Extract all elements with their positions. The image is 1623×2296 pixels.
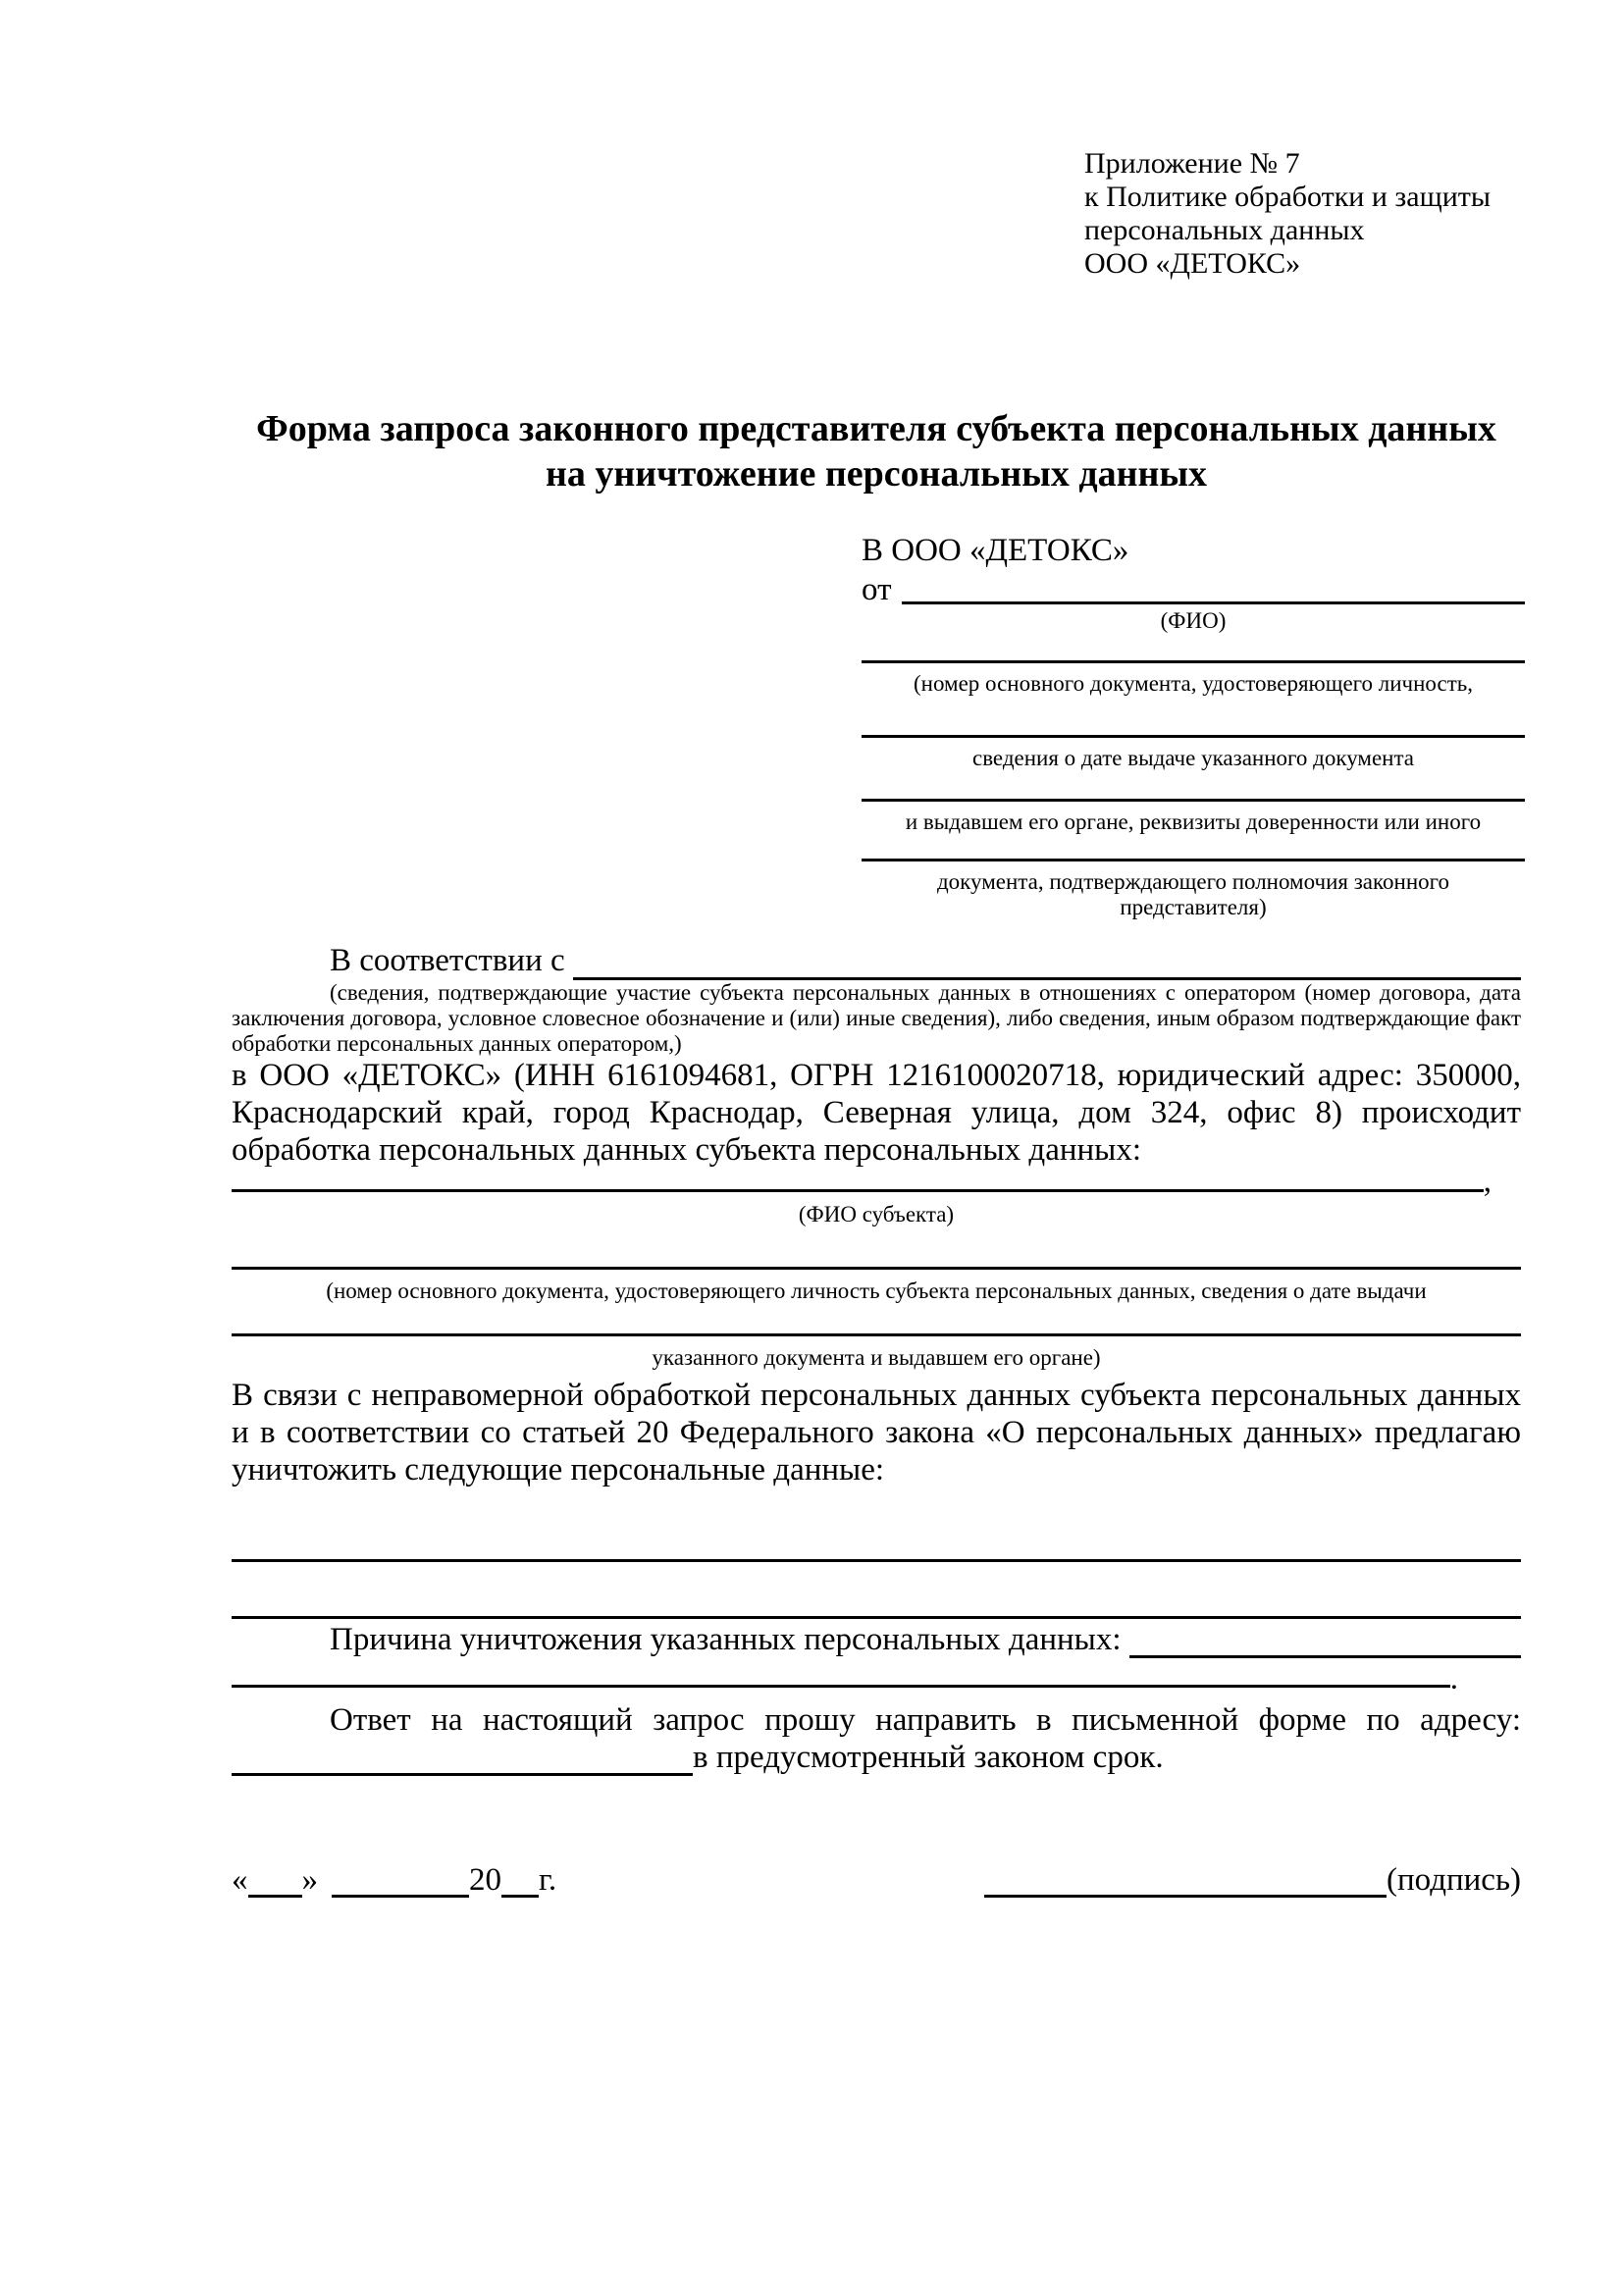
appendix-note-line: Приложение № 7 [1084,147,1300,180]
field-caption: (номер основного документа, удостоверяющего личность, [913,671,1473,696]
field-caption: (номер основного документа, удостоверяющего личность субъекта персональных данных, сведения о дате выдачи [326,1278,1427,1303]
subject-line-comma: , [1483,1164,1492,1199]
fio-caption: (ФИО) [1160,608,1227,633]
operator-paragraph: в ООО «ДЕТОКС» (ИНН 6161094681, ОГРН 1216100020718, юридический адрес: 350000, Краснодарский край, город Краснодар, Северная улица, дом 324, офис 8) происходит обработка персональных данных субъекта персональных данных: [232,1058,1521,1168]
subject-fio-caption: (ФИО субъекта) [798,1202,955,1226]
from-label: от [862,572,892,607]
representative-doc-field [862,799,1525,835]
page-title [232,406,1521,496]
accordance-note: (сведения, подтверждающие участие субъекта персональных данных в отношениях с оператором (номер договора, дата заключения договора, условное словесное обозначение и (или) иные сведения), либо сведения, иным образом подтверждающие факт обработки персональных данных оператором,) [232,980,1521,1056]
signature-blank-line [984,1872,1387,1898]
reason-period: . [1449,1661,1458,1696]
from-blank-line [902,579,1526,604]
field-caption: указанного документа и выдавшем его органе) [652,1345,1101,1370]
data-blank-line [232,1616,1521,1619]
address-blank-line [232,1750,693,1776]
document-body [232,937,1521,1898]
accordance-lead: В соответствии с [330,943,565,978]
representative-doc-field [862,735,1525,771]
subject-doc-field [232,1267,1521,1304]
reason-blank-line [1129,1633,1521,1658]
year-suffix: г. [539,1862,557,1898]
representative-doc-field [862,660,1525,697]
subject-fio-blank-line [232,1167,1484,1192]
year-blank-line [501,1872,539,1898]
field-caption: документа, подтверждающего полномочия законного представителя) [936,869,1449,919]
response-address-field [232,1739,1521,1776]
representative-doc-field [862,859,1525,920]
subject-fio-field [232,1164,1492,1199]
reason-field [232,1621,1521,1658]
appendix-note-line: персональных данных [1084,214,1365,246]
field-caption: сведения о дате выдаче указанного документа [971,746,1415,770]
data-blank-line [232,1559,1521,1562]
day-blank-line [248,1872,302,1898]
accordance-field [232,937,1521,980]
accordance-blank-line [573,955,1521,980]
date-field [232,1862,556,1898]
reason-blank-line2 [232,1662,1450,1688]
reason-lead: Причина уничтожения указанных персональных данных: [330,1622,1122,1657]
signature-field [984,1862,1521,1898]
quote-close: » [301,1862,318,1898]
appendix-note [1084,147,1491,281]
request-paragraph: В связи с неправомерной обработкой персональных данных субъекта персональных данных и в соответствии со статьей 20 Федерального закона «О персональных данных» предлагаю уничтожить следующие персональные данные: [232,1378,1521,1487]
addressee-to: В ООО «ДЕТОКС» [862,533,1129,568]
response-tail: в предусмотренный законом срок. [693,1740,1164,1775]
addressee-block [862,530,1525,920]
response-paragraph: Ответ на настоящий запрос прошу направить в письменной форме по адресу: [330,1702,1521,1738]
subject-doc-field [232,1333,1521,1371]
year-prefix: 20 [469,1862,501,1898]
quote-open: « [232,1862,248,1898]
page-title-line2: на уничтожение персональных данных [545,453,1208,495]
appendix-note-line: к Политике обработки и защиты [1084,181,1492,213]
month-blank-line [332,1872,469,1898]
appendix-note-line: ООО «ДЕТОКС» [1084,247,1301,280]
signature-caption: (подпись) [1387,1862,1521,1898]
page-title-line1: Форма запроса законного представителя субъекта персональных данных [256,408,1496,449]
from-field [862,572,1525,607]
field-caption: и выдавшем его органе, реквизиты доверенности или иного [905,809,1482,834]
reason-continuation-field [232,1661,1458,1696]
date-signature-row [232,1862,1521,1898]
